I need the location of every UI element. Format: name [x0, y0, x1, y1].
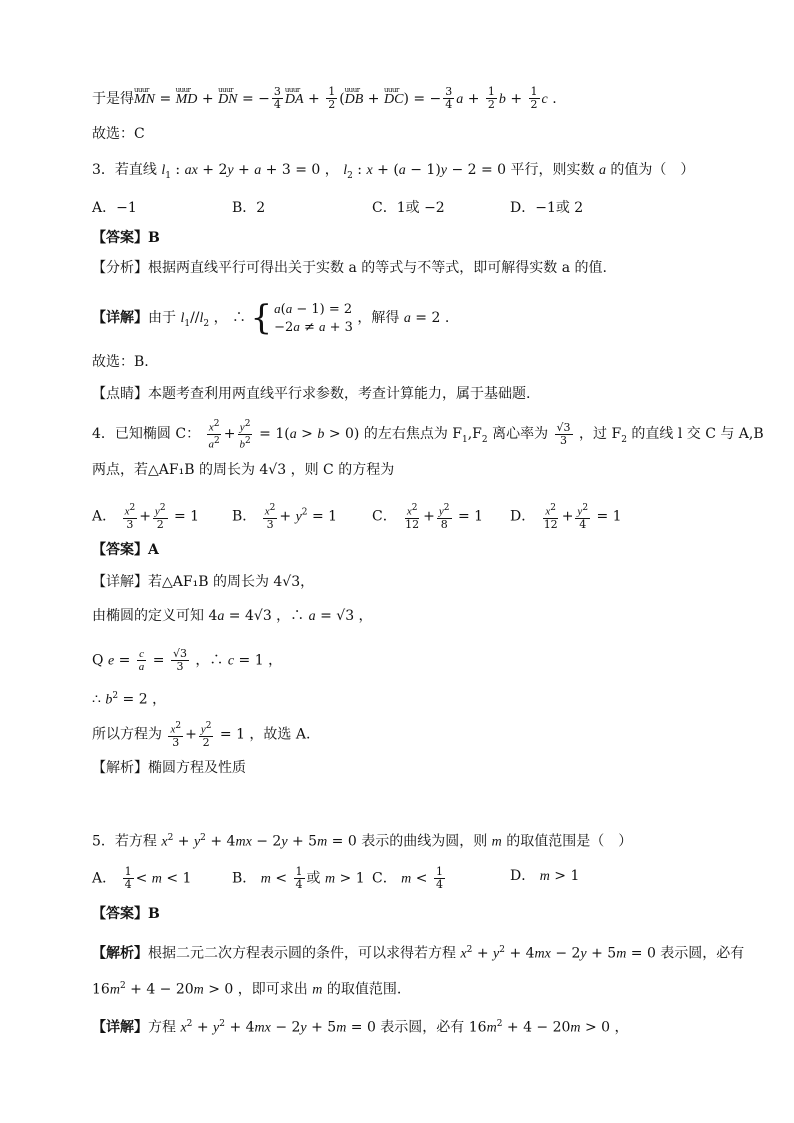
- q4-option-a: A． $\frac{x^2}{3}$ + $\frac{y^2}{2}$ = 1: [92, 503, 200, 531]
- q3-analysis: 【分析】根据两直线平行可得出关于实数 a 的等式与不等式，即可解得实数 a 的值.: [92, 260, 607, 276]
- q4-stem-2: 两点，若△AF₁B 的周长为 4√3 ，则 C 的方程为: [92, 462, 395, 478]
- q3-choose: 故选：B.: [92, 354, 149, 370]
- q3-comment: 【点睛】本题考查利用两直线平行求参数，考查计算能力，属于基础题.: [92, 386, 531, 402]
- q4-option-b: B． $\frac{x^2}{3}$ + $y^2 = 1$: [232, 503, 338, 531]
- q5-option-c: C． m < $\frac{1}{4}$: [372, 865, 443, 891]
- q5-detail: 【详解】方程 $x^2 + y^2 + 4mx - 2y + 5m = 0$ 表示圆，必有 $16m^2 + 4 - 20m > 0$ ，: [92, 1019, 629, 1036]
- q4-option-d: D． $\frac{x^2}{12}$ + $\frac{y^2}{4}$ = 1: [510, 503, 622, 531]
- q5-analysis-2: $16m^2 + 4 - 20m > 0$ ，即可求出 m 的取值范围.: [92, 981, 402, 998]
- q3-stem: 3．若直线 $l_1$ : ax + 2y + a + 3 = 0 ， $l_2$ : x + (a − 1)y − 2 = 0 平行，则实数 a 的值为（ ）: [92, 162, 695, 181]
- q5-answer: 【答案】B: [92, 906, 160, 922]
- choose-c: 故选：C: [92, 126, 145, 142]
- q4-answer: 【答案】A: [92, 542, 159, 558]
- q4-jiexi: 【解析】椭圆方程及性质: [92, 760, 246, 776]
- q4-detail-1: 【详解】若△AF₁B 的周长为 4√3，: [92, 574, 315, 590]
- q4-detail-2: 由椭圆的定义可知 4a = 4√3 ，∴ a = √3 ，: [92, 608, 373, 624]
- q4-option-c: C． $\frac{x^2}{12}$ + $\frac{y^2}{8}$ = 1: [372, 503, 484, 531]
- q4-detail-4: ∴ $b^2 = 2$ ，: [92, 691, 167, 708]
- q3-option-d: D．−1或 2: [510, 200, 584, 216]
- q5-option-a: A． $\frac{1}{4}$ < m < 1: [92, 865, 192, 891]
- q5-stem: 5．若方程 $x^2 + y^2 + 4mx - 2y + 5m = 0$ 表示的曲线为圆，则 m 的取值范围是（ ）: [92, 833, 633, 850]
- q3-option-a: A．−1: [92, 200, 137, 216]
- q5-option-d: D． m > 1: [510, 868, 580, 884]
- vector-equation-line: [92, 86, 557, 111]
- q4-detail-3: Q e = $\frac{c}{a}$ = $\frac{√3}{3}$ ，∴ c = 1 ，: [92, 647, 283, 673]
- q3-option-c: C．1或 −2: [372, 200, 445, 216]
- q3-option-b: B．2: [232, 200, 266, 216]
- q3-answer: 【答案】B: [92, 230, 160, 246]
- q5-option-b: B． m < $\frac{1}{4}$ 或 m > 1: [232, 865, 365, 891]
- q4-stem-1: 4．已知椭圆 C： $\frac{x^2}{a^2}$ + $\frac{y^2}{b^2}$ = 1(a > b > 0) 的左右焦点为 $F_1,F_2$ 离心率为 $\frac{√3}{3}$ ，过 $F_2$ 的直线 l 交 C 与 A,B: [92, 419, 764, 451]
- vector-equation-text: 于是得uuur MN = uuur MD + uuur DN = − $\frac{3}{4}$ uuur DA + $\frac{1}{2}$ (uuur DB + uuur DC) = − $\frac{3}{4}$ a + $\frac{1}{2}$ b + $\frac{1}{2}$ c .: [92, 91, 557, 107]
- q5-analysis-1: 【解析】根据二元二次方程表示圆的条件，可以求得若方程 $x^2 + y^2 + 4mx - 2y + 5m = 0$ 表示圆，必有: [92, 945, 745, 962]
- q4-detail-5: 所以方程为 $\frac{x^2}{3}$ + $\frac{y^2}{2}$ = 1 ，故选 A.: [92, 721, 311, 749]
- q3-detail: 【详解】由于 $l_1//l_2$ ， ∴ { a(a − 1) = 2 −2a ≠ a + 3 ，解得 a = 2 .: [92, 298, 450, 338]
